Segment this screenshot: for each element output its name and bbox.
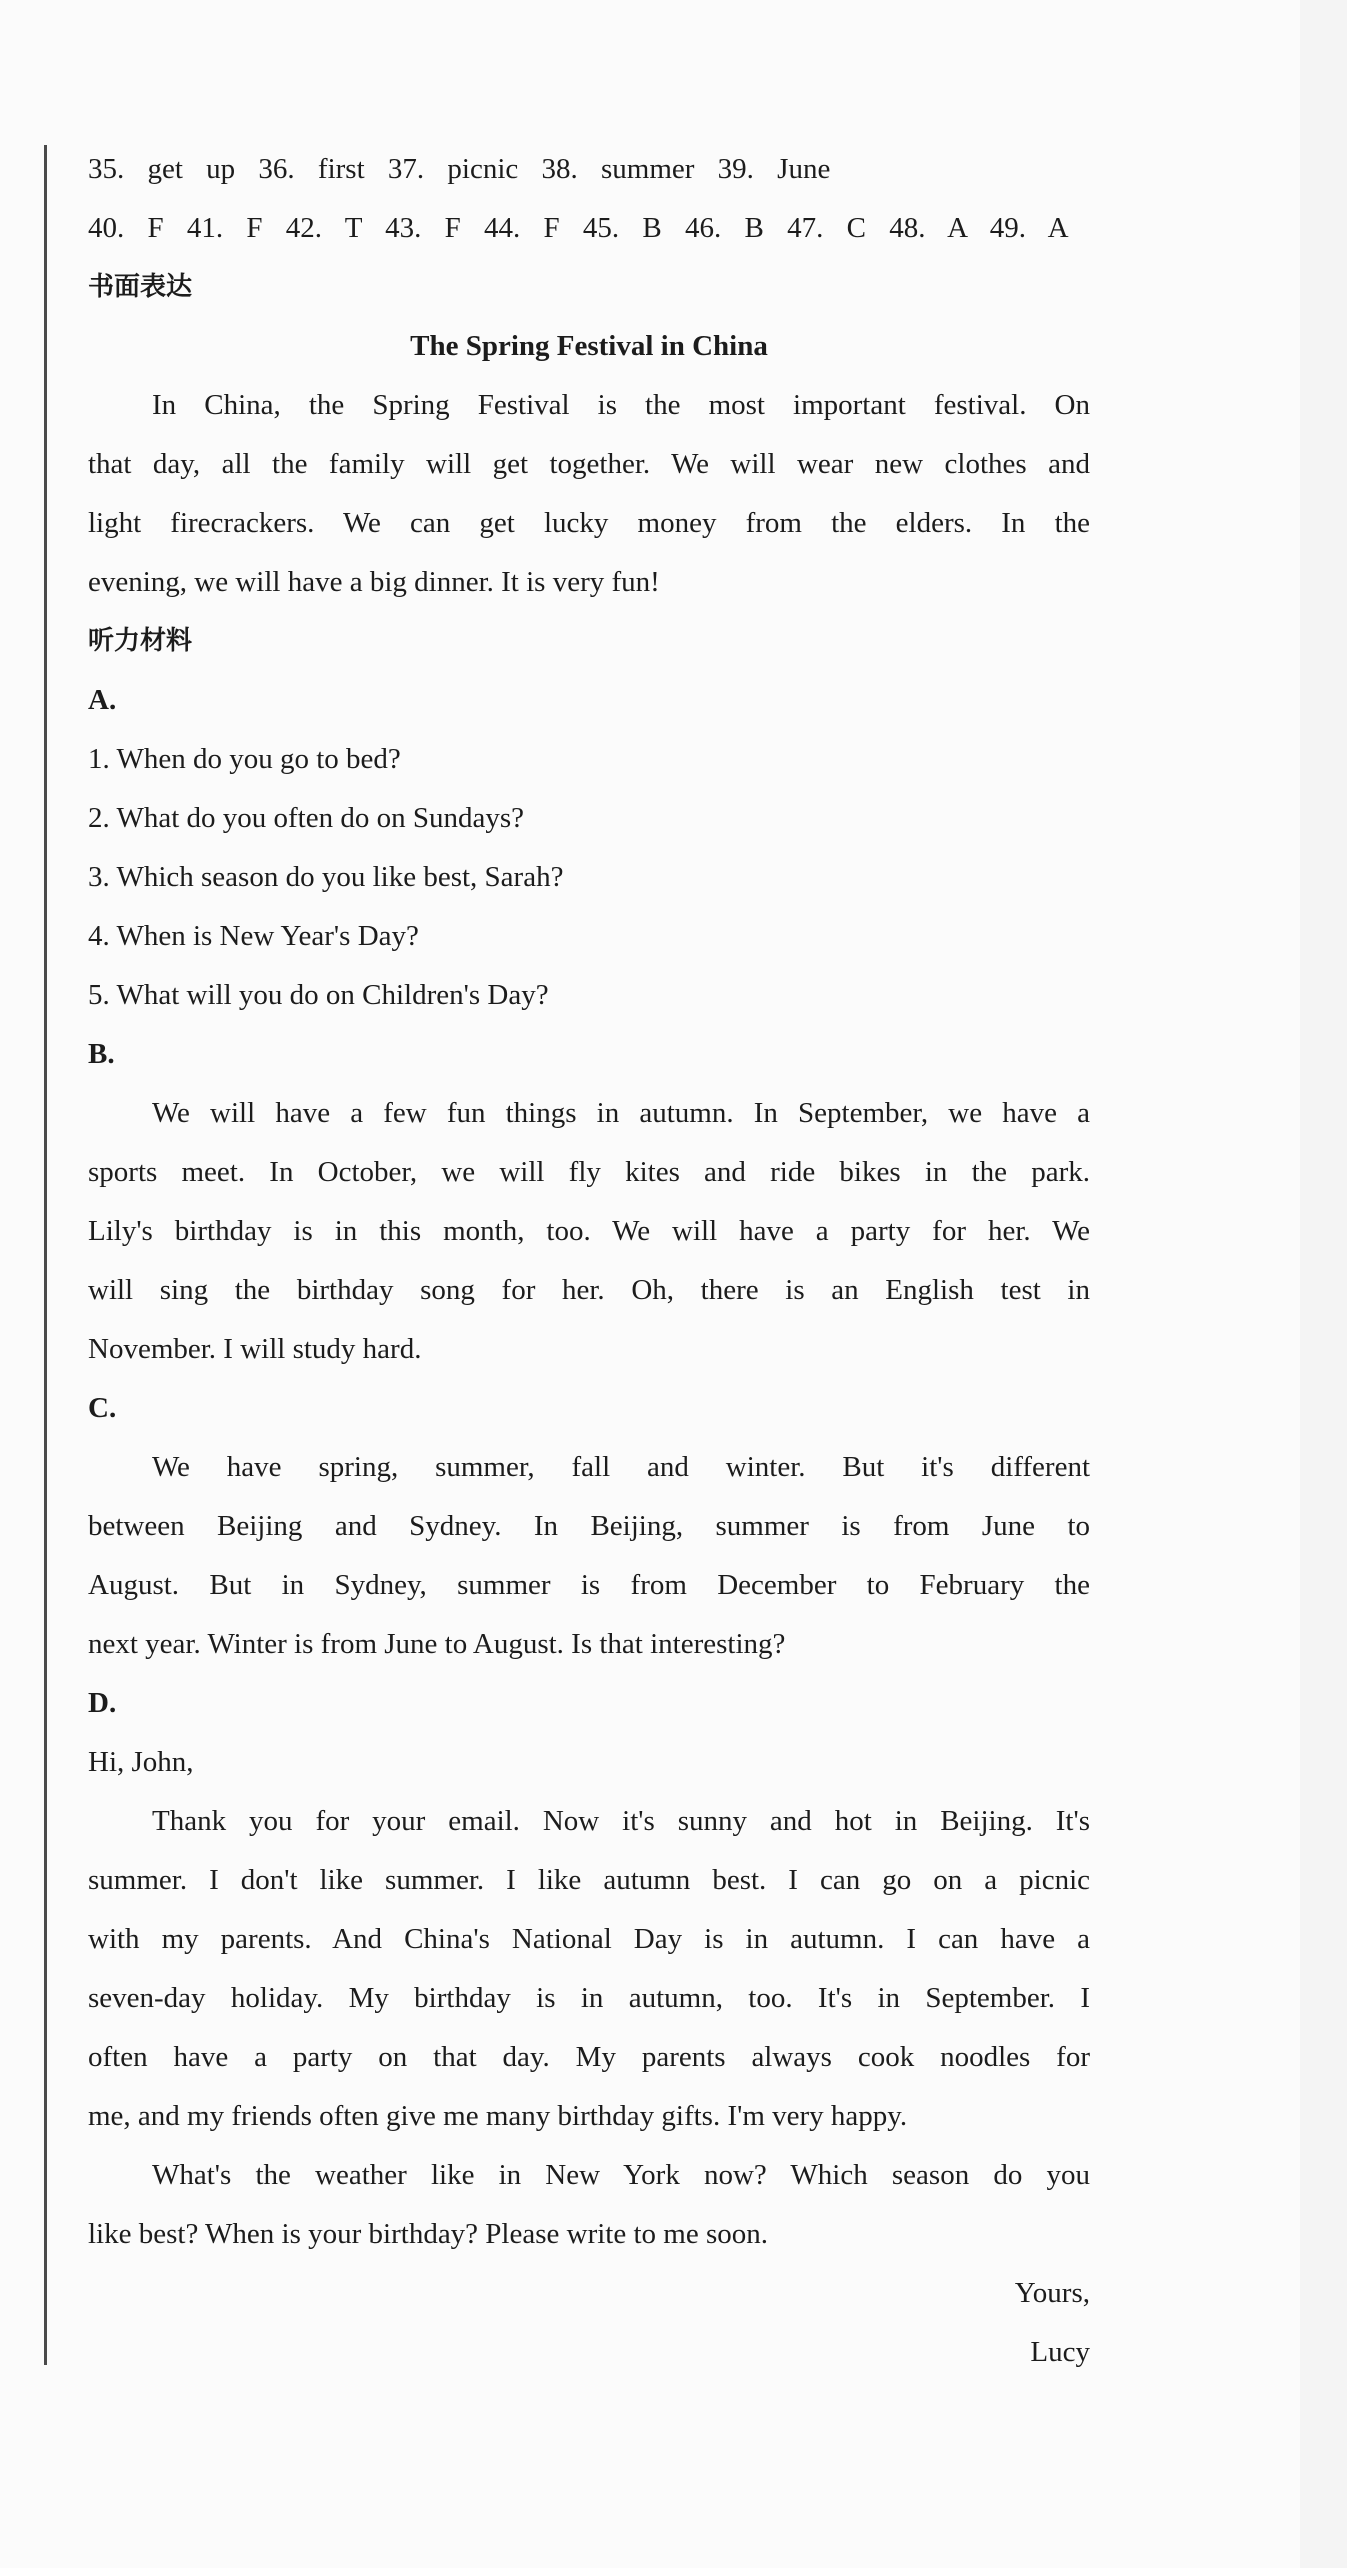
question-item: 1. When do you go to bed? bbox=[88, 743, 401, 775]
answer-line-2: 40. F 41. F 42. T 43. F 44. F 45. B 46. B 47. C 48. A 49. A bbox=[88, 212, 1069, 244]
letter-signature: Lucy bbox=[1030, 2336, 1090, 2368]
letter-line: with my parents. And China's National Day is in autumn. I can have a bbox=[88, 1923, 1090, 1955]
letter-line: Thank you for your email. Now it's sunny and hot in Beijing. It's bbox=[152, 1805, 1090, 1837]
section-b-line: We will have a few fun things in autumn. In September, we have a bbox=[152, 1097, 1090, 1129]
essay-title: The Spring Festival in China bbox=[410, 330, 768, 362]
letter-line: seven-day holiday. My birthday is in autumn, too. It's in September. I bbox=[88, 1982, 1090, 2014]
question-item: 2. What do you often do on Sundays? bbox=[88, 802, 525, 834]
section-b-line: will sing the birthday song for her. Oh, there is an English test in bbox=[88, 1274, 1090, 1306]
question-item: 3. Which season do you like best, Sarah? bbox=[88, 861, 564, 893]
listening-heading: 听力材料 bbox=[88, 626, 193, 656]
margin-rule bbox=[44, 145, 47, 2365]
section-c-line: next year. Winter is from June to August. Is that interesting? bbox=[88, 1628, 786, 1660]
answer-line-1: 35. get up 36. first 37. picnic 38. summer 39. June bbox=[88, 153, 831, 185]
section-c-label: C. bbox=[88, 1392, 117, 1424]
letter-line: like best? When is your birthday? Please write to me soon. bbox=[88, 2218, 768, 2250]
essay-line: light firecrackers. We can get lucky money from the elders. In the bbox=[88, 507, 1090, 539]
essay-line: that day, all the family will get together. We will wear new clothes and bbox=[88, 448, 1090, 480]
section-a-label: A. bbox=[88, 684, 117, 716]
document-content bbox=[88, 140, 1090, 2382]
letter-closing: Yours, bbox=[1014, 2277, 1090, 2309]
section-d-label: D. bbox=[88, 1687, 117, 1719]
section-b-line: sports meet. In October, we will fly kites and ride bikes in the park. bbox=[88, 1156, 1090, 1188]
section-c-line: between Beijing and Sydney. In Beijing, summer is from June to bbox=[88, 1510, 1090, 1542]
question-item: 5. What will you do on Children's Day? bbox=[88, 979, 549, 1011]
section-b-line: November. I will study hard. bbox=[88, 1333, 422, 1365]
letter-line: often have a party on that day. My parents always cook noodles for bbox=[88, 2041, 1090, 2073]
letter-line: summer. I don't like summer. I like autumn best. I can go on a picnic bbox=[88, 1864, 1090, 1896]
essay-line: evening, we will have a big dinner. It is very fun! bbox=[88, 566, 660, 598]
letter-greeting: Hi, John, bbox=[88, 1746, 194, 1778]
essay-line: In China, the Spring Festival is the most important festival. On bbox=[152, 389, 1090, 421]
letter-line: me, and my friends often give me many birthday gifts. I'm very happy. bbox=[88, 2100, 908, 2132]
section-b-line: Lily's birthday is in this month, too. We will have a party for her. We bbox=[88, 1215, 1090, 1247]
letter-line: What's the weather like in New York now? Which season do you bbox=[152, 2159, 1090, 2191]
question-item: 4. When is New Year's Day? bbox=[88, 920, 419, 952]
section-b-label: B. bbox=[88, 1038, 115, 1070]
writing-heading: 书面表达 bbox=[88, 272, 193, 302]
section-c-line: We have spring, summer, fall and winter. But it's different bbox=[152, 1451, 1090, 1483]
section-c-line: August. But in Sydney, summer is from December to February the bbox=[88, 1569, 1090, 1601]
